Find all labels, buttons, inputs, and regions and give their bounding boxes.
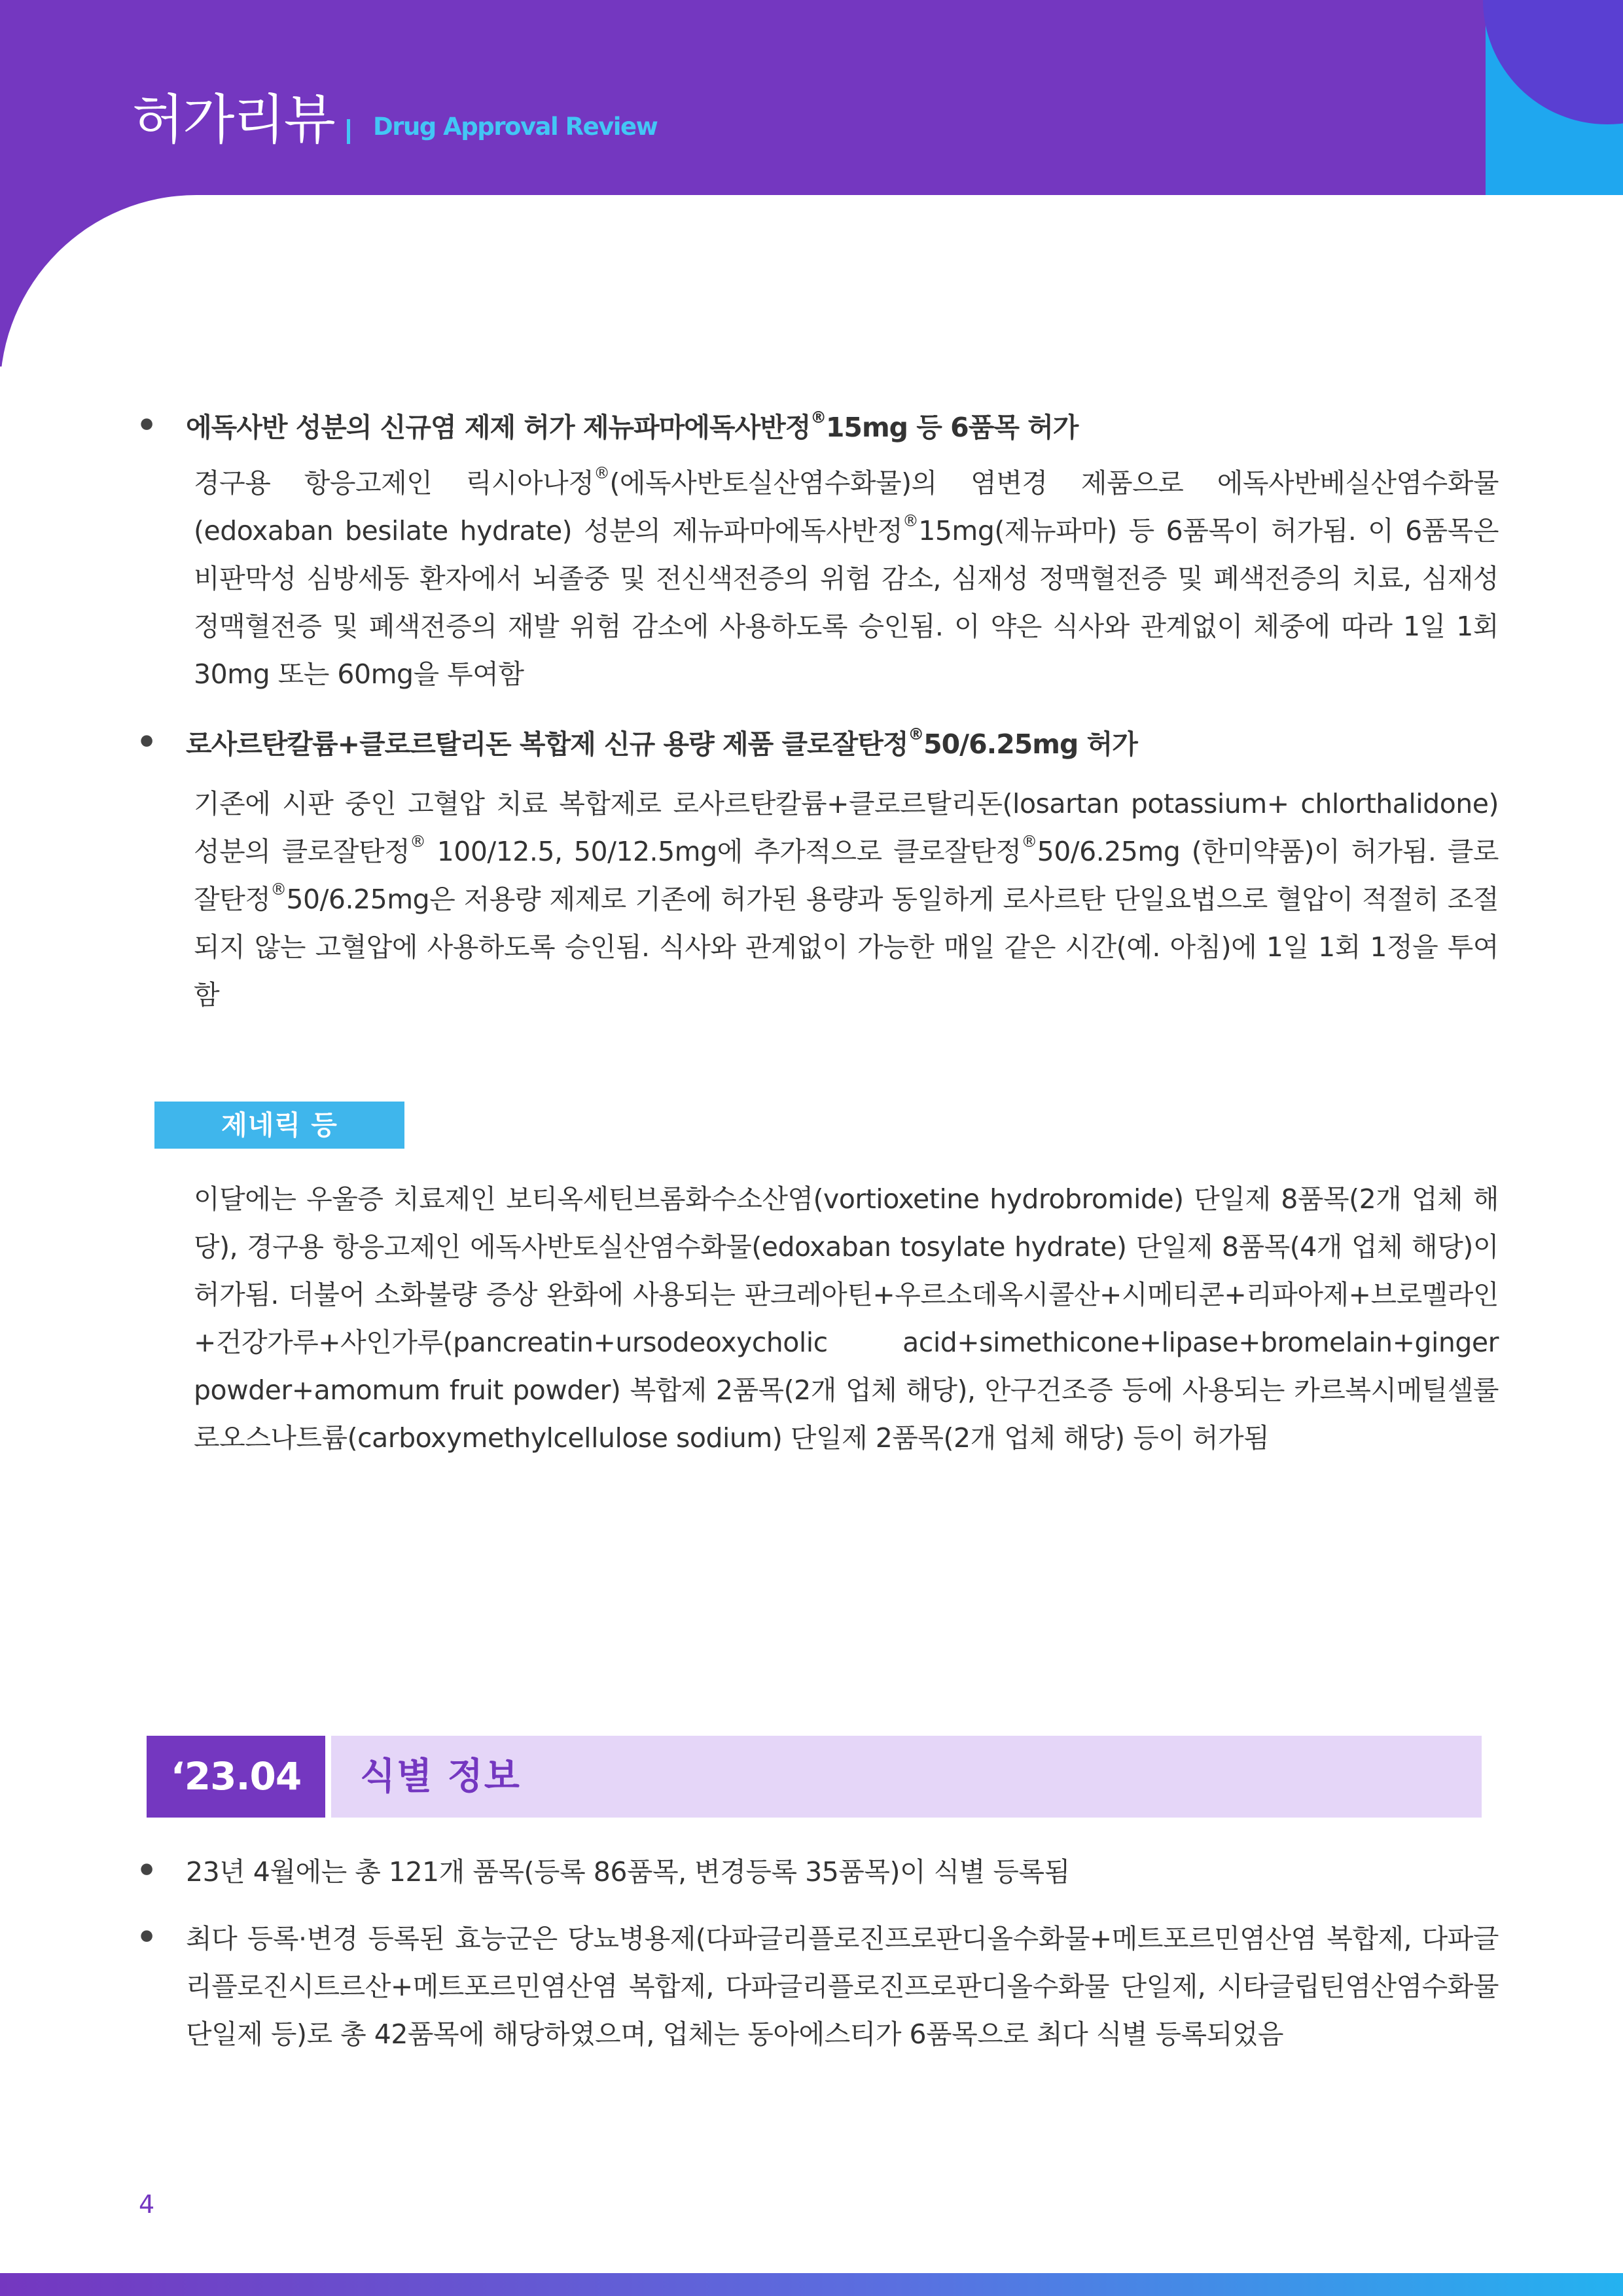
generic-body: 이달에는 우울증 치료제인 보티옥세틴브롬화수소산염(vortioxetine hydrobromide) 단일제 8품목(2개 업체 해당), 경구용 항응고제인 에독사반토실산염수화물(edoxaban tosylate hydrate) 단일제 8품목(4개 업체 해당)이 허가됨. 더불어 소화불량 증상 완화에 사용되는 판크레아틴+우르소데옥시콜산+시메티콘+리파아제+브로멜라인+건강가루+사인가루(pancreatin+ursodeoxycholic acid+simethicone+lipase+bromelain+ginger powder+amomum fruit powder) 복합제 2품목(2개 업체 해당), 안구건조증 등에 사용되는 카르복시메틸셀룰로오스나트륨(carboxymethylcellulose sodium) 단일제 2품목(2개 업체 해당) 등이 허가됨 xyxy=(194,1183,1499,1454)
header-separator xyxy=(347,119,350,144)
identification-item: 최다 등록·변경 등록된 효능군은 당뇨병용제(다파글리플로진프로판디올수화물+메트포르민염산염 복합제, 다파글리플로진시트르산+메트포르민염산염 복합제, 다파글리플로진프로판디올수화물 단일제, 시타글립틴염산염수화물 단일제 등)로 총 42품목에 해당하였으며, 업체는 동아에스티가 6품목으로 최다 식별 등록되었음 xyxy=(186,1923,1499,2050)
section-header-subtitle: Drug Approval Review xyxy=(373,113,658,141)
page-number: 4 xyxy=(139,2190,155,2219)
approval-heading: 로사르탄칼륨+클로르탈리돈 복합제 신규 용량 제품 클로잘탄정®50/6.25mg 허가 xyxy=(186,725,1137,760)
section-header-title: 허가리뷰 xyxy=(132,89,334,151)
approval-body: 경구용 항응고제인 릭시아나정®(에독사반토실산염수화물)의 염변경 제품으로 에독사반베실산염수화물 (edoxaban besilate hydrate) 성분의 제뉴파마에독사반정®15mg(제뉴파마) 등 6품목이 허가됨. 이 6품목은 비판막성 심방세동 환자에서 뇌졸중 및 전신색전증의 위험 감소, 심재성 정맥혈전증 및 폐색전증의 치료, 심재성 정맥혈전증 및 폐색전증의 재발 위험 감소에 사용하도록 승인됨. 이 약은 식사와 관계없이 체중에 따라 1일 1회 30mg 또는 60mg을 투여함 xyxy=(194,463,1499,690)
bullet-icon: ● xyxy=(140,1927,154,1944)
approval-heading: 에독사반 성분의 신규염 제제 허가 제뉴파마에독사반정®15mg 등 6품목 허가 xyxy=(186,408,1079,443)
identification-item: 23년 4월에는 총 121개 품목(등록 86품목, 변경등록 35품목)이 식별 등록됨 xyxy=(186,1856,1070,1888)
approval-body: 기존에 시판 중인 고혈압 치료 복합제로 로사르탄칼륨+클로르탈리돈(losartan potassium+ chlorthalidone) 성분의 클로잘탄정® 100/12.5, 50/12.5mg에 추가적으로 클로잘탄정®50/6.25mg (한미약품)이 허가됨. 클로잘탄정®50/6.25mg은 저용량 제제로 기존에 허가된 용량과 동일하게 로사르탄 단일요법으로 혈압이 적절히 조절되지 않는 고혈압에 사용하도록 승인됨. 식사와 관계없이 가능한 매일 같은 시간(예. 아침)에 1일 1회 1정을 투여함 xyxy=(194,788,1499,1011)
bullet-icon: ● xyxy=(140,415,154,432)
bullet-icon: ● xyxy=(140,1860,154,1877)
section-date-badge: ‘23.04 xyxy=(147,1736,325,1818)
generic-tag: 제네릭 등 xyxy=(154,1102,404,1149)
footer-gradient-bar xyxy=(0,2273,1623,2296)
bullet-icon: ● xyxy=(140,732,154,749)
section-title: 식별 정보 xyxy=(360,1755,521,1798)
